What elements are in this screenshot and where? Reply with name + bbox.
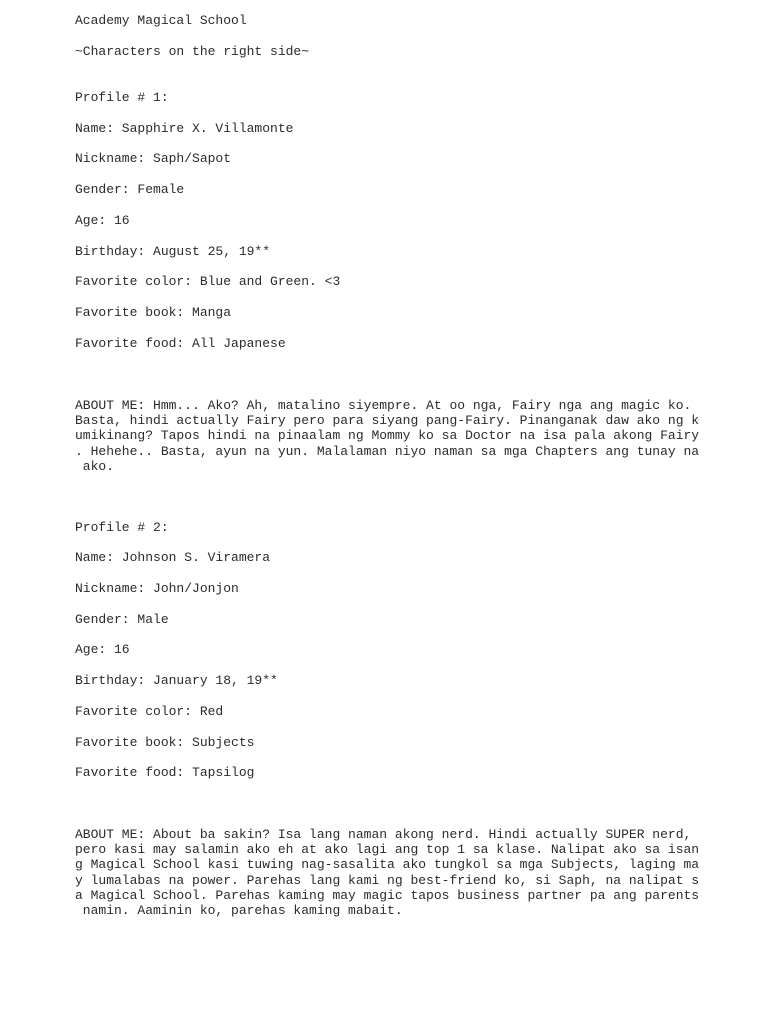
about-me-line: g Magical School kasi tuwing nag-sasalita ako tungkol sa mga Subjects, laging ma <box>75 857 700 872</box>
profile-field-favorite-food: Favorite food: Tapsilog <box>75 765 255 780</box>
profile-field-favorite-book: Favorite book: Subjects <box>75 735 255 750</box>
about-me-line: a Magical School. Parehas kaming may magic tapos business partner pa ang parents <box>75 888 700 903</box>
profile-field-name: Name: Sapphire X. Villamonte <box>75 121 294 136</box>
about-me-line: ABOUT ME: About ba sakin? Isa lang naman akong nerd. Hindi actually SUPER nerd, <box>75 827 692 842</box>
about-me-line: namin. Aaminin ko, parehas kaming mabait. <box>75 903 403 918</box>
profile-field-gender: Gender: Female <box>75 182 185 197</box>
profile-field-age: Age: 16 <box>75 642 130 657</box>
about-me-line: ako. <box>75 459 115 474</box>
profile-field-favorite-book: Favorite book: Manga <box>75 305 232 320</box>
profile-field-gender: Gender: Male <box>75 612 169 627</box>
about-me-line: Basta, hindi actually Fairy pero para siyang pang-Fairy. Pinanganak daw ako ng k <box>75 413 700 428</box>
profile-field-nickname: Nickname: Saph/Sapot <box>75 151 232 166</box>
profile-field-nickname: Nickname: John/Jonjon <box>75 581 239 596</box>
profile-field-favorite-color: Favorite color: Red <box>75 704 224 719</box>
profile-field-favorite-food: Favorite food: All Japanese <box>75 336 286 351</box>
profile-field-favorite-color: Favorite color: Blue and Green. <3 <box>75 274 341 289</box>
document-title: Academy Magical School <box>75 13 247 28</box>
document-subtitle: ~Characters on the right side~ <box>75 44 310 59</box>
about-me-line: umikinang? Tapos hindi na pinaalam ng Mommy ko sa Doctor na isa pala akong Fairy <box>75 428 700 443</box>
profile-field-birthday: Birthday: August 25, 19** <box>75 244 271 259</box>
about-me-line: y lumalabas na power. Parehas lang kami ng best-friend ko, si Saph, na nalipat s <box>75 873 700 888</box>
profile-field-birthday: Birthday: January 18, 19** <box>75 673 278 688</box>
profile-field-age: Age: 16 <box>75 213 130 228</box>
about-me-line: pero kasi may salamin ako eh at ako lagi ang top 1 sa klase. Nalipat ako sa isan <box>75 842 700 857</box>
document-page <box>75 0 700 918</box>
about-me-line: . Hehehe.. Basta, ayun na yun. Malalaman niyo naman sa mga Chapters ang tunay na <box>75 444 700 459</box>
about-me-line: ABOUT ME: Hmm... Ako? Ah, matalino siyempre. At oo nga, Fairy nga ang magic ko. <box>75 398 692 413</box>
profile-heading: Profile # 1: <box>75 90 169 105</box>
profile-heading: Profile # 2: <box>75 520 169 535</box>
profile-field-name: Name: Johnson S. Viramera <box>75 550 271 565</box>
